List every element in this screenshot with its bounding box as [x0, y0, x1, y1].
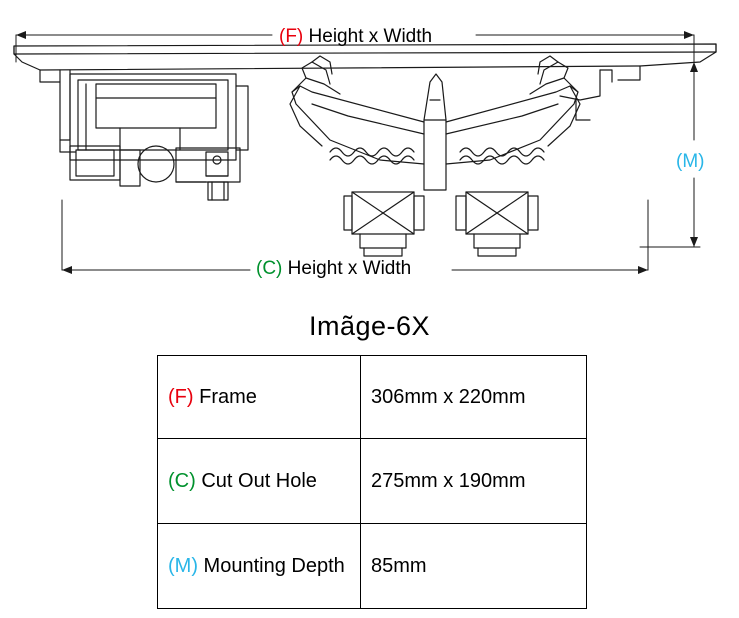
- spec-value-depth: 85mm: [361, 524, 587, 609]
- table-row: [158, 356, 587, 439]
- frame-dimension-text: Height x Width: [308, 26, 433, 47]
- spec-value-cutout: 275mm x 190mm: [361, 439, 587, 524]
- spec-key-frame: [158, 356, 361, 439]
- frame-code: (F): [279, 26, 304, 47]
- cutout-row-label: Cut Out Hole: [201, 470, 317, 492]
- spec-key-depth: [158, 524, 361, 609]
- table-row: [158, 439, 587, 524]
- depth-code: (M): [676, 151, 705, 172]
- speaker-cross-section-diagram: [0, 0, 739, 300]
- cutout-row-code: (C): [168, 470, 196, 492]
- depth-row-label: Mounting Depth: [203, 555, 345, 577]
- specification-table: [157, 355, 587, 609]
- cutout-dimension-label: [256, 258, 411, 280]
- cutout-code: (C): [256, 258, 283, 279]
- spec-value-frame: 306mm x 220mm: [361, 356, 587, 439]
- product-title: Imãge-6X: [308, 311, 431, 341]
- spec-key-cutout: [158, 439, 361, 524]
- frame-row-code: (F): [168, 386, 194, 408]
- frame-row-label: Frame: [199, 386, 257, 408]
- depth-dimension-label: [676, 151, 704, 173]
- table-row: [158, 524, 587, 609]
- cutout-dimension-text: Height x Width: [287, 258, 412, 279]
- frame-dimension-label: [279, 26, 432, 48]
- depth-row-code: (M): [168, 555, 198, 577]
